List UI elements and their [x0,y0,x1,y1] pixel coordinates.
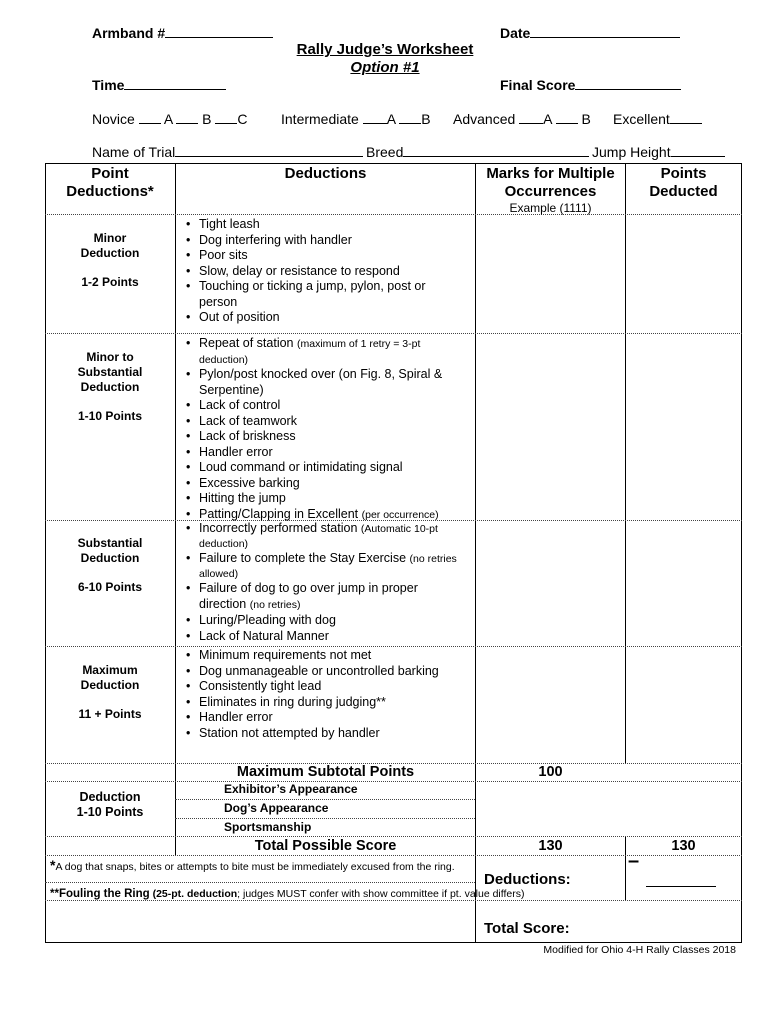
category-points: 1-10 Points [77,409,143,423]
jump-height-line[interactable] [671,145,725,157]
row-divider-1 [45,333,742,334]
novice-b-label: B [202,111,212,127]
level-advanced[interactable] [453,111,591,127]
col-header-deductions: Deductions [284,165,367,182]
page-title: Rally Judge’s Worksheet [296,41,474,58]
col-divider-3 [625,163,626,763]
intermediate-b-line[interactable] [399,112,421,124]
minor-deduction-list [184,217,474,326]
category-name-line: Substantial [77,536,143,550]
list-item: • Poor sits [184,248,474,264]
category-name-line: Deduction [80,246,140,260]
category-minor-to-substantial [46,350,174,424]
table-right-border [741,163,742,943]
deductions-label: Deductions: [484,871,571,888]
list-item: • Lack of control [184,398,474,414]
category-maximum [46,663,174,722]
list-item: • Patting/Clapping in Excellent (per occurrence) [184,507,474,524]
date-line[interactable] [530,24,680,38]
excellent-line[interactable] [670,112,702,124]
list-item: • Consistently tight lead [184,679,474,695]
col-header-points: Points [660,165,707,182]
footnote-fouling-bold: **Fouling the Ring [50,888,150,900]
row-divider-head [45,214,742,215]
breed-line[interactable] [403,145,589,157]
list-item: • Pylon/post knocked over (on Fig. 8, Spiral & Serpentine) [184,367,449,398]
list-item: • Out of position [184,310,474,326]
category-name-line: Minor [93,231,127,245]
armband-field[interactable] [92,24,273,41]
subtotal-label: Maximum Subtotal Points [236,764,415,780]
final-score-field[interactable] [500,76,681,93]
list-item: • Lack of briskness [184,429,474,445]
total-score-label: Total Score: [484,920,570,937]
row-divider-6 [175,799,475,800]
trial-name-line[interactable] [175,145,363,157]
final-score-line[interactable] [575,76,681,90]
level-intermediate[interactable] [281,111,431,127]
substantial-list [184,522,474,644]
total-possible-points: 130 [671,838,696,854]
exhibitor-appearance: Exhibitor’s Appearance [224,782,358,796]
breed-field[interactable] [366,144,589,160]
advanced-b-label: B [581,111,591,127]
advanced-a-line[interactable] [519,112,543,124]
row-divider-5 [45,781,742,782]
date-label: Date [500,25,531,41]
list-item: • Loud command or intimidating signal [184,460,474,476]
row-divider-7 [175,818,475,819]
list-item: • Handler error [184,445,474,461]
page-subtitle: Option #1 [350,59,420,76]
deductions-line[interactable] [646,872,716,887]
time-line[interactable] [124,76,226,90]
category-name-line: Deduction [80,678,140,692]
col-header-point-deductions [46,165,174,201]
maximum-list [184,648,474,741]
category-name-line: Maximum [82,663,138,677]
category-name-line: Substantial [77,365,143,379]
col-header-marks-1: Marks for Multiple [486,165,615,182]
minus-sign: – [628,850,640,872]
category-minor [46,231,174,290]
footnote-star: * [50,857,56,873]
list-item: • Repeat of station (maximum of 1 retry = 3-pt deduction) [184,336,449,367]
intermediate-label: Intermediate [281,111,359,127]
excellent-label: Excellent [613,111,670,127]
table-top-border [45,163,742,164]
col-header-marks-2: Occurrences [504,183,597,200]
list-item: • Failure to complete the Stay Exercise (no retries allowed) [184,551,469,581]
list-item: • Luring/Pleading with dog [184,613,474,629]
intermediate-b-label: B [421,111,431,127]
footnote-fouling-rest: ; judges MUST confer with show committee if pt. value differs) [237,888,525,900]
row-divider-8 [45,836,742,837]
novice-a-label: A [163,111,173,127]
level-novice[interactable] [92,111,248,127]
category-name-line: Minor to [86,350,134,364]
category-points: 1-2 Points [81,275,139,289]
footer-note: Modified for Ohio 4-H Rally Classes 2018 [543,944,736,956]
total-possible-label: Total Possible Score [254,838,397,854]
advanced-label: Advanced [453,111,516,127]
list-item: • Eliminates in ring during judging** [184,695,474,711]
col-header-deducted: Deducted [649,183,718,200]
final-score-label: Final Score [500,77,576,93]
novice-c-line[interactable] [215,112,237,124]
intermediate-a-line[interactable] [363,112,387,124]
novice-b-line[interactable] [176,112,198,124]
armband-line[interactable] [165,24,273,38]
list-item: • Handler error [184,710,474,726]
level-excellent[interactable] [613,111,702,127]
col-header-points-deducted [626,165,741,201]
list-item: • Failure of dog to go over jump in proper direction (no retries) [184,581,439,613]
table-bottom-border [45,942,742,943]
time-label: Time [92,77,125,93]
col-header-marks [476,165,625,216]
category-name-line: Deduction [79,790,141,804]
category-appearance [46,790,174,820]
novice-label: Novice [92,111,135,127]
category-name-line: Deduction [80,551,140,565]
jump-height-label: Jump Height [592,144,671,160]
list-item: • Hitting the jump [184,491,474,507]
footnote-fouling-deduction: (25-pt. deduction [152,888,238,900]
trial-name-field[interactable] [92,144,363,160]
category-points: 6-10 Points [77,580,143,594]
minor-to-substantial-list [184,336,474,523]
intermediate-a-label: A [386,111,396,127]
list-item: • Station not attempted by handler [184,726,474,742]
list-item: • Minimum requirements not met [184,648,474,664]
advanced-b-line[interactable] [556,112,578,124]
breed-label: Breed [366,144,404,160]
list-item: • Incorrectly performed station (Automatic 10-pt deduction) [184,522,459,551]
list-item: • Touching or ticking a jump, pylon, post or person [184,279,444,310]
jump-height-field[interactable] [592,144,725,160]
total-possible-value: 130 [538,838,563,854]
list-item: • Lack of teamwork [184,414,474,430]
col-divider-1 [175,163,176,855]
sportsmanship: Sportsmanship [224,820,312,834]
category-name-line: Deduction [80,380,140,394]
list-item: • Tight leash [184,217,474,233]
trial-name-label: Name of Trial [92,144,176,160]
advanced-a-label: A [543,111,552,127]
col-divider-2 [475,163,476,942]
row-divider-11 [45,900,742,901]
footnote-fouling [50,888,524,900]
footnote-snap [50,857,455,873]
category-points: 11 + Points [78,707,142,721]
list-item: • Dog unmanageable or uncontrolled barking [184,664,474,680]
col-header-marks-example: Example (1111) [509,201,592,215]
footnote-snap-text: A dog that snaps, bites or attempts to bite must be immediately excused from the ring. [55,861,455,873]
row-divider-10 [45,882,475,883]
row-divider-3 [45,646,742,647]
time-field[interactable] [92,76,226,93]
list-item: • Dog interfering with handler [184,233,474,249]
col-header-deductions-star: Deductions* [66,183,154,200]
list-item: • Excessive barking [184,476,474,492]
date-field[interactable] [500,24,680,41]
category-substantial [46,536,174,595]
category-points: 1-10 Points [76,805,144,819]
list-item: • Slow, delay or resistance to respond [184,264,474,280]
subtotal-value: 100 [538,764,563,780]
novice-c-label: C [237,111,248,127]
col-header-point: Point [91,165,129,182]
dog-appearance: Dog’s Appearance [224,801,329,815]
list-item: • Lack of Natural Manner [184,629,474,645]
armband-label: Armband # [92,25,166,41]
novice-a-line[interactable] [139,112,161,124]
